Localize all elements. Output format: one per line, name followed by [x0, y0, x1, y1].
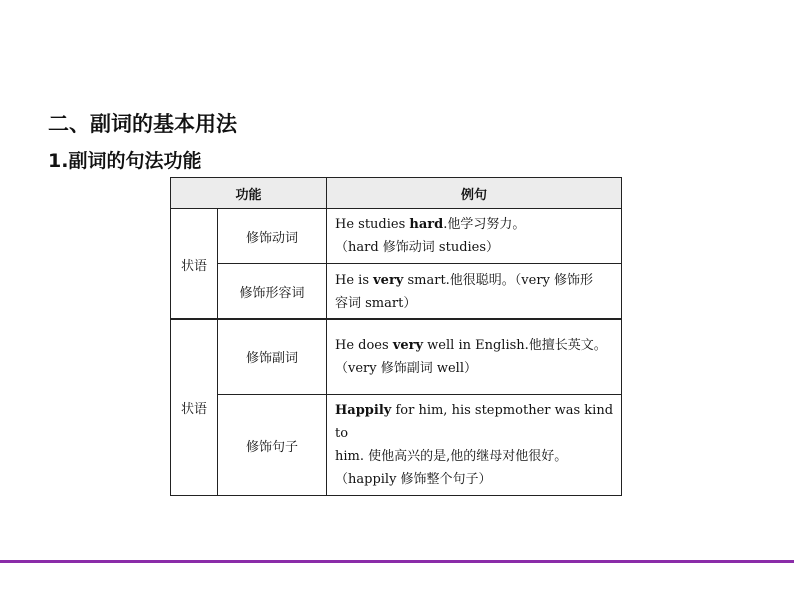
table-row: [171, 395, 622, 496]
table-row: [171, 209, 622, 264]
table-row: [171, 264, 622, 320]
function-cell: 修饰动词: [218, 209, 327, 264]
adverb-function-table-1: [170, 177, 622, 320]
function-cell: 修饰副词: [218, 319, 327, 395]
table-header-row: [171, 178, 622, 209]
example-cell: He is very smart.他很聪明。（very 修饰形 容词 smart）: [327, 264, 622, 320]
header-example: 例句: [327, 178, 622, 209]
header-function: 功能: [171, 178, 327, 209]
example-cell: He does very well in English.他擅长英文。 （very 修饰副词 well）: [327, 319, 622, 395]
example-cell: He studies hard.他学习努力。 （hard 修饰动词 studies）: [327, 209, 622, 264]
subsection-heading: 1.副词的句法功能: [48, 150, 202, 172]
function-cell: 修饰句子: [218, 395, 327, 496]
function-cell: 修饰形容词: [218, 264, 327, 320]
footer-accent-bar: [0, 560, 794, 563]
table-row: [171, 319, 622, 395]
adverb-function-table-2: [170, 318, 622, 496]
example-cell: Happily for him, his stepmother was kind to him. 使他高兴的是,他的继母对他很好。 （happily 修饰整个句子）: [327, 395, 622, 496]
section-heading: 二、副词的基本用法: [48, 112, 237, 136]
role-cell: 状语: [171, 319, 218, 496]
role-cell: 状语: [171, 209, 218, 320]
